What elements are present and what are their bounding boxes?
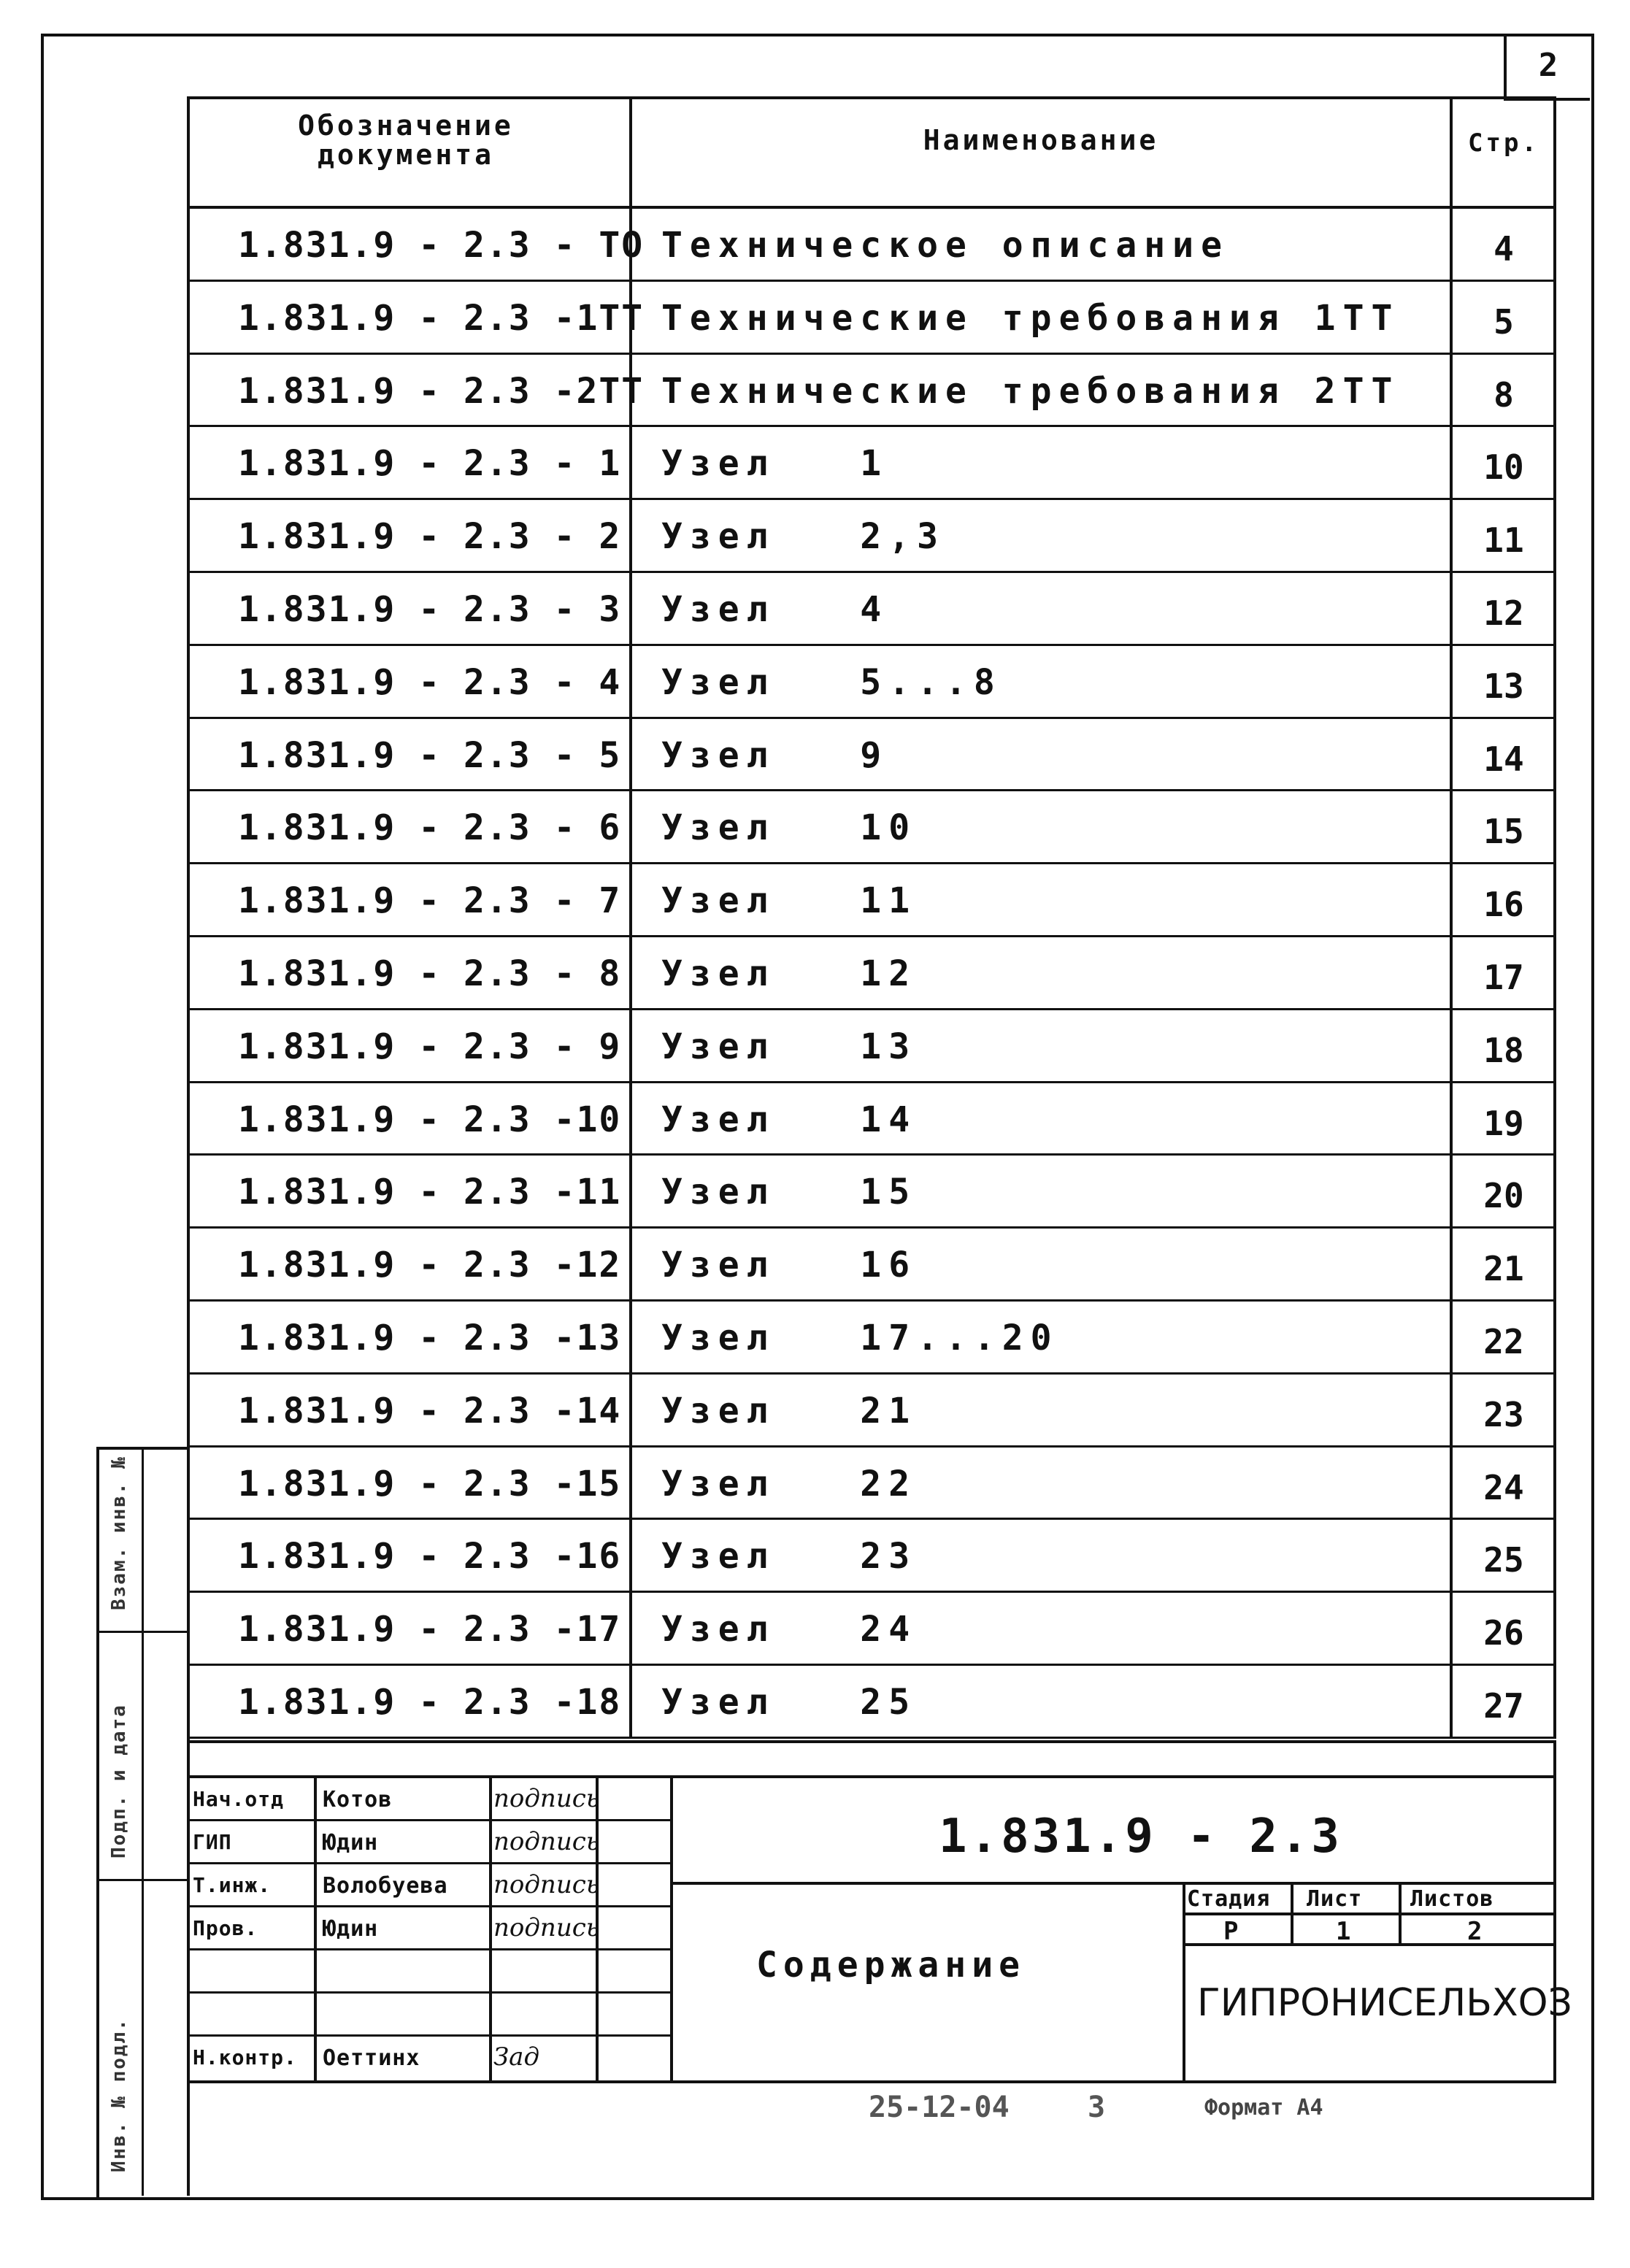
- table-row: [187, 1375, 1556, 1448]
- row-name: Узел 17...20: [661, 1318, 1059, 1358]
- table-row: [187, 1083, 1556, 1156]
- table-row: [187, 1520, 1556, 1593]
- stage-row-1: [1183, 1913, 1556, 1915]
- table-row: [187, 282, 1556, 355]
- title-block-top: [187, 1740, 1556, 1743]
- signer-signature: Зад: [493, 2042, 540, 2072]
- tb-main-divider: [670, 1882, 1556, 1885]
- row-code: 1.831.9 - 2.3 - 9: [238, 1026, 622, 1067]
- row-name: Узел 2,3: [661, 516, 945, 558]
- header-designation: Обозначение документа: [298, 109, 514, 171]
- table-row: [187, 1010, 1556, 1083]
- stage-value: Р: [1223, 1917, 1239, 1946]
- title-doc-code: 1.831.9 - 2.3: [939, 1810, 1342, 1864]
- footer-mid: 3: [1088, 2091, 1106, 2124]
- row-page: 16: [1483, 885, 1524, 925]
- row-code: 1.831.9 - 2.3 - 5: [238, 734, 622, 776]
- signer-row: [187, 1907, 670, 1950]
- row-page: 14: [1483, 739, 1524, 779]
- signer-row: [187, 1864, 670, 1907]
- row-code: 1.831.9 - 2.3 - 4: [238, 661, 622, 703]
- row-page: 23: [1483, 1394, 1524, 1434]
- row-name: Узел 10: [661, 807, 918, 849]
- row-page: 21: [1483, 1249, 1524, 1289]
- row-name: Узел 12: [661, 953, 918, 994]
- table-row: [187, 719, 1556, 792]
- row-name: Узел 16: [661, 1245, 918, 1286]
- row-page: 18: [1483, 1030, 1524, 1070]
- table-row: [187, 355, 1556, 428]
- row-code: 1.831.9 - 2.3 - 7: [238, 880, 622, 922]
- row-code: 1.831.9 - 2.3 -15: [238, 1463, 622, 1504]
- row-name: Узел 21: [661, 1390, 918, 1431]
- row-page: 22: [1483, 1322, 1524, 1361]
- side-stamp-divider: [142, 1450, 144, 2196]
- signer-role: Нач.отд: [193, 1787, 285, 1811]
- table-row: [187, 1302, 1556, 1375]
- table-top-border: [187, 96, 1556, 99]
- sheet-number: 2: [1538, 47, 1558, 84]
- sheets-value: 2: [1467, 1917, 1483, 1946]
- row-page: 27: [1483, 1686, 1524, 1726]
- signer-name: Оеттинх: [323, 2045, 420, 2071]
- signer-role: Т.инж.: [193, 1873, 272, 1897]
- row-page: 12: [1483, 593, 1524, 633]
- tb-col-4: [670, 1775, 673, 2082]
- row-code: 1.831.9 - 2.3 -10: [238, 1099, 622, 1140]
- title-block-bottom: [187, 2080, 1556, 2083]
- table-row: [187, 209, 1556, 282]
- table-row: [187, 791, 1556, 864]
- row-page: 11: [1483, 520, 1524, 561]
- signer-role: Пров.: [193, 1916, 258, 1940]
- signer-row: [187, 2037, 670, 2080]
- row-page: 20: [1483, 1176, 1524, 1216]
- sheet-label: Лист: [1307, 1886, 1363, 1912]
- table-row: [187, 1448, 1556, 1521]
- title-sheet-title: Содержание: [756, 1945, 1026, 1986]
- row-code: 1.831.9 - 2.3 -17: [238, 1609, 622, 1650]
- signer-row: [187, 1994, 670, 2037]
- row-code: 1.831.9 - 2.3 -12: [238, 1245, 622, 1286]
- table-row: [187, 427, 1556, 500]
- signer-signature: подпись: [493, 1870, 600, 1899]
- title-block: [187, 1740, 1572, 2083]
- signer-role: ГИП: [193, 1830, 232, 1854]
- row-name: Узел 13: [661, 1026, 918, 1067]
- row-name: Узел 9: [661, 734, 889, 776]
- row-name: Узел 23: [661, 1536, 918, 1577]
- row-code: 1.831.9 - 2.3 - 8: [238, 953, 622, 994]
- side-label-replace-inv: Взам. инв. №: [108, 1456, 130, 1610]
- side-stamp-row-2: [99, 1879, 190, 1881]
- row-page: 5: [1493, 301, 1514, 342]
- title-block-right: [1553, 1740, 1556, 2083]
- sheet-number-box: [1504, 34, 1590, 101]
- signer-name: Волобуева: [323, 1873, 448, 1899]
- table-row: [187, 573, 1556, 646]
- row-name: Узел 14: [661, 1099, 918, 1140]
- signer-row: [187, 1778, 670, 1821]
- table-row: [187, 1666, 1556, 1739]
- row-page: 25: [1483, 1540, 1524, 1580]
- row-page: 8: [1493, 374, 1514, 415]
- row-name: Узел 4: [661, 589, 889, 630]
- row-name: Технические требования 2ТТ: [661, 370, 1400, 412]
- sheets-label: Листов: [1410, 1886, 1494, 1912]
- row-code: 1.831.9 - 2.3 - 3: [238, 589, 622, 630]
- row-code: 1.831.9 - 2.3 - 6: [238, 807, 622, 849]
- row-code: 1.831.9 - 2.3 -1ТТ: [238, 297, 645, 339]
- sheet-value: 1: [1336, 1917, 1352, 1946]
- table-row: [187, 500, 1556, 573]
- table-row: [187, 1156, 1556, 1229]
- row-page: 15: [1483, 812, 1524, 852]
- organization-name: ГИПРОНИСЕЛЬХОЗ: [1197, 1981, 1572, 2025]
- table-row: [187, 864, 1556, 937]
- side-stamp-row-1: [99, 1631, 190, 1633]
- row-page: 10: [1483, 447, 1524, 488]
- row-page: 17: [1483, 958, 1524, 997]
- table-row: [187, 1593, 1556, 1666]
- row-code: 1.831.9 - 2.3 - 1: [238, 443, 622, 485]
- signer-name: Юдин: [323, 1916, 379, 1942]
- row-name: Узел 15: [661, 1172, 918, 1213]
- header-name: Наименование: [923, 124, 1159, 156]
- row-code: 1.831.9 - 2.3 -14: [238, 1390, 622, 1431]
- row-code: 1.831.9 - 2.3 -16: [238, 1536, 622, 1577]
- row-name: Узел 25: [661, 1682, 918, 1723]
- row-code: 1.831.9 - 2.3 -13: [238, 1318, 622, 1358]
- signer-name: Юдин: [323, 1830, 379, 1856]
- table-row: [187, 937, 1556, 1010]
- footer-left: 25-12-04: [869, 2091, 1010, 2124]
- row-page: 4: [1493, 229, 1514, 269]
- row-page: 13: [1483, 666, 1524, 706]
- stage-label: Стадия: [1187, 1886, 1271, 1912]
- table-row: [187, 646, 1556, 719]
- signer-signature: подпись: [493, 1784, 600, 1813]
- row-name: Узел 11: [661, 880, 918, 922]
- footer-format: Формат А4: [1204, 2095, 1323, 2121]
- signer-signature: подпись: [493, 1913, 600, 1942]
- side-label-sign-date: Подп. и дата: [108, 1704, 130, 1858]
- side-label-inv-orig: Инв. № подл.: [108, 2018, 130, 2172]
- row-page: 26: [1483, 1613, 1524, 1653]
- signer-row: [187, 1950, 670, 1994]
- row-name: Узел 22: [661, 1463, 918, 1504]
- row-page: 24: [1483, 1467, 1524, 1507]
- side-stamp: [96, 1447, 190, 2199]
- row-code: 1.831.9 - 2.3 -11: [238, 1172, 622, 1213]
- signer-role: Н.контр.: [193, 2045, 297, 2069]
- row-name: Узел 5...8: [661, 661, 1002, 703]
- signer-signature: подпись: [493, 1827, 600, 1856]
- row-name: Техническое описание: [661, 225, 1229, 266]
- row-code: 1.831.9 - 2.3 - 2: [238, 516, 622, 558]
- row-code: 1.831.9 - 2.3 -2ТТ: [238, 370, 645, 412]
- table-row: [187, 1229, 1556, 1302]
- signer-name: Котов: [323, 1787, 393, 1813]
- header-page: Стр.: [1468, 128, 1539, 158]
- row-name: Узел 1: [661, 443, 889, 485]
- row-page: 19: [1483, 1103, 1524, 1143]
- signer-row: [187, 1821, 670, 1864]
- row-line: [187, 1737, 1556, 1739]
- row-code: 1.831.9 - 2.3 - ТО: [238, 225, 645, 266]
- row-name: Узел 24: [661, 1609, 918, 1650]
- contents-table: [187, 96, 1556, 1739]
- row-code: 1.831.9 - 2.3 -18: [238, 1682, 622, 1723]
- row-name: Технические требования 1ТТ: [661, 297, 1400, 339]
